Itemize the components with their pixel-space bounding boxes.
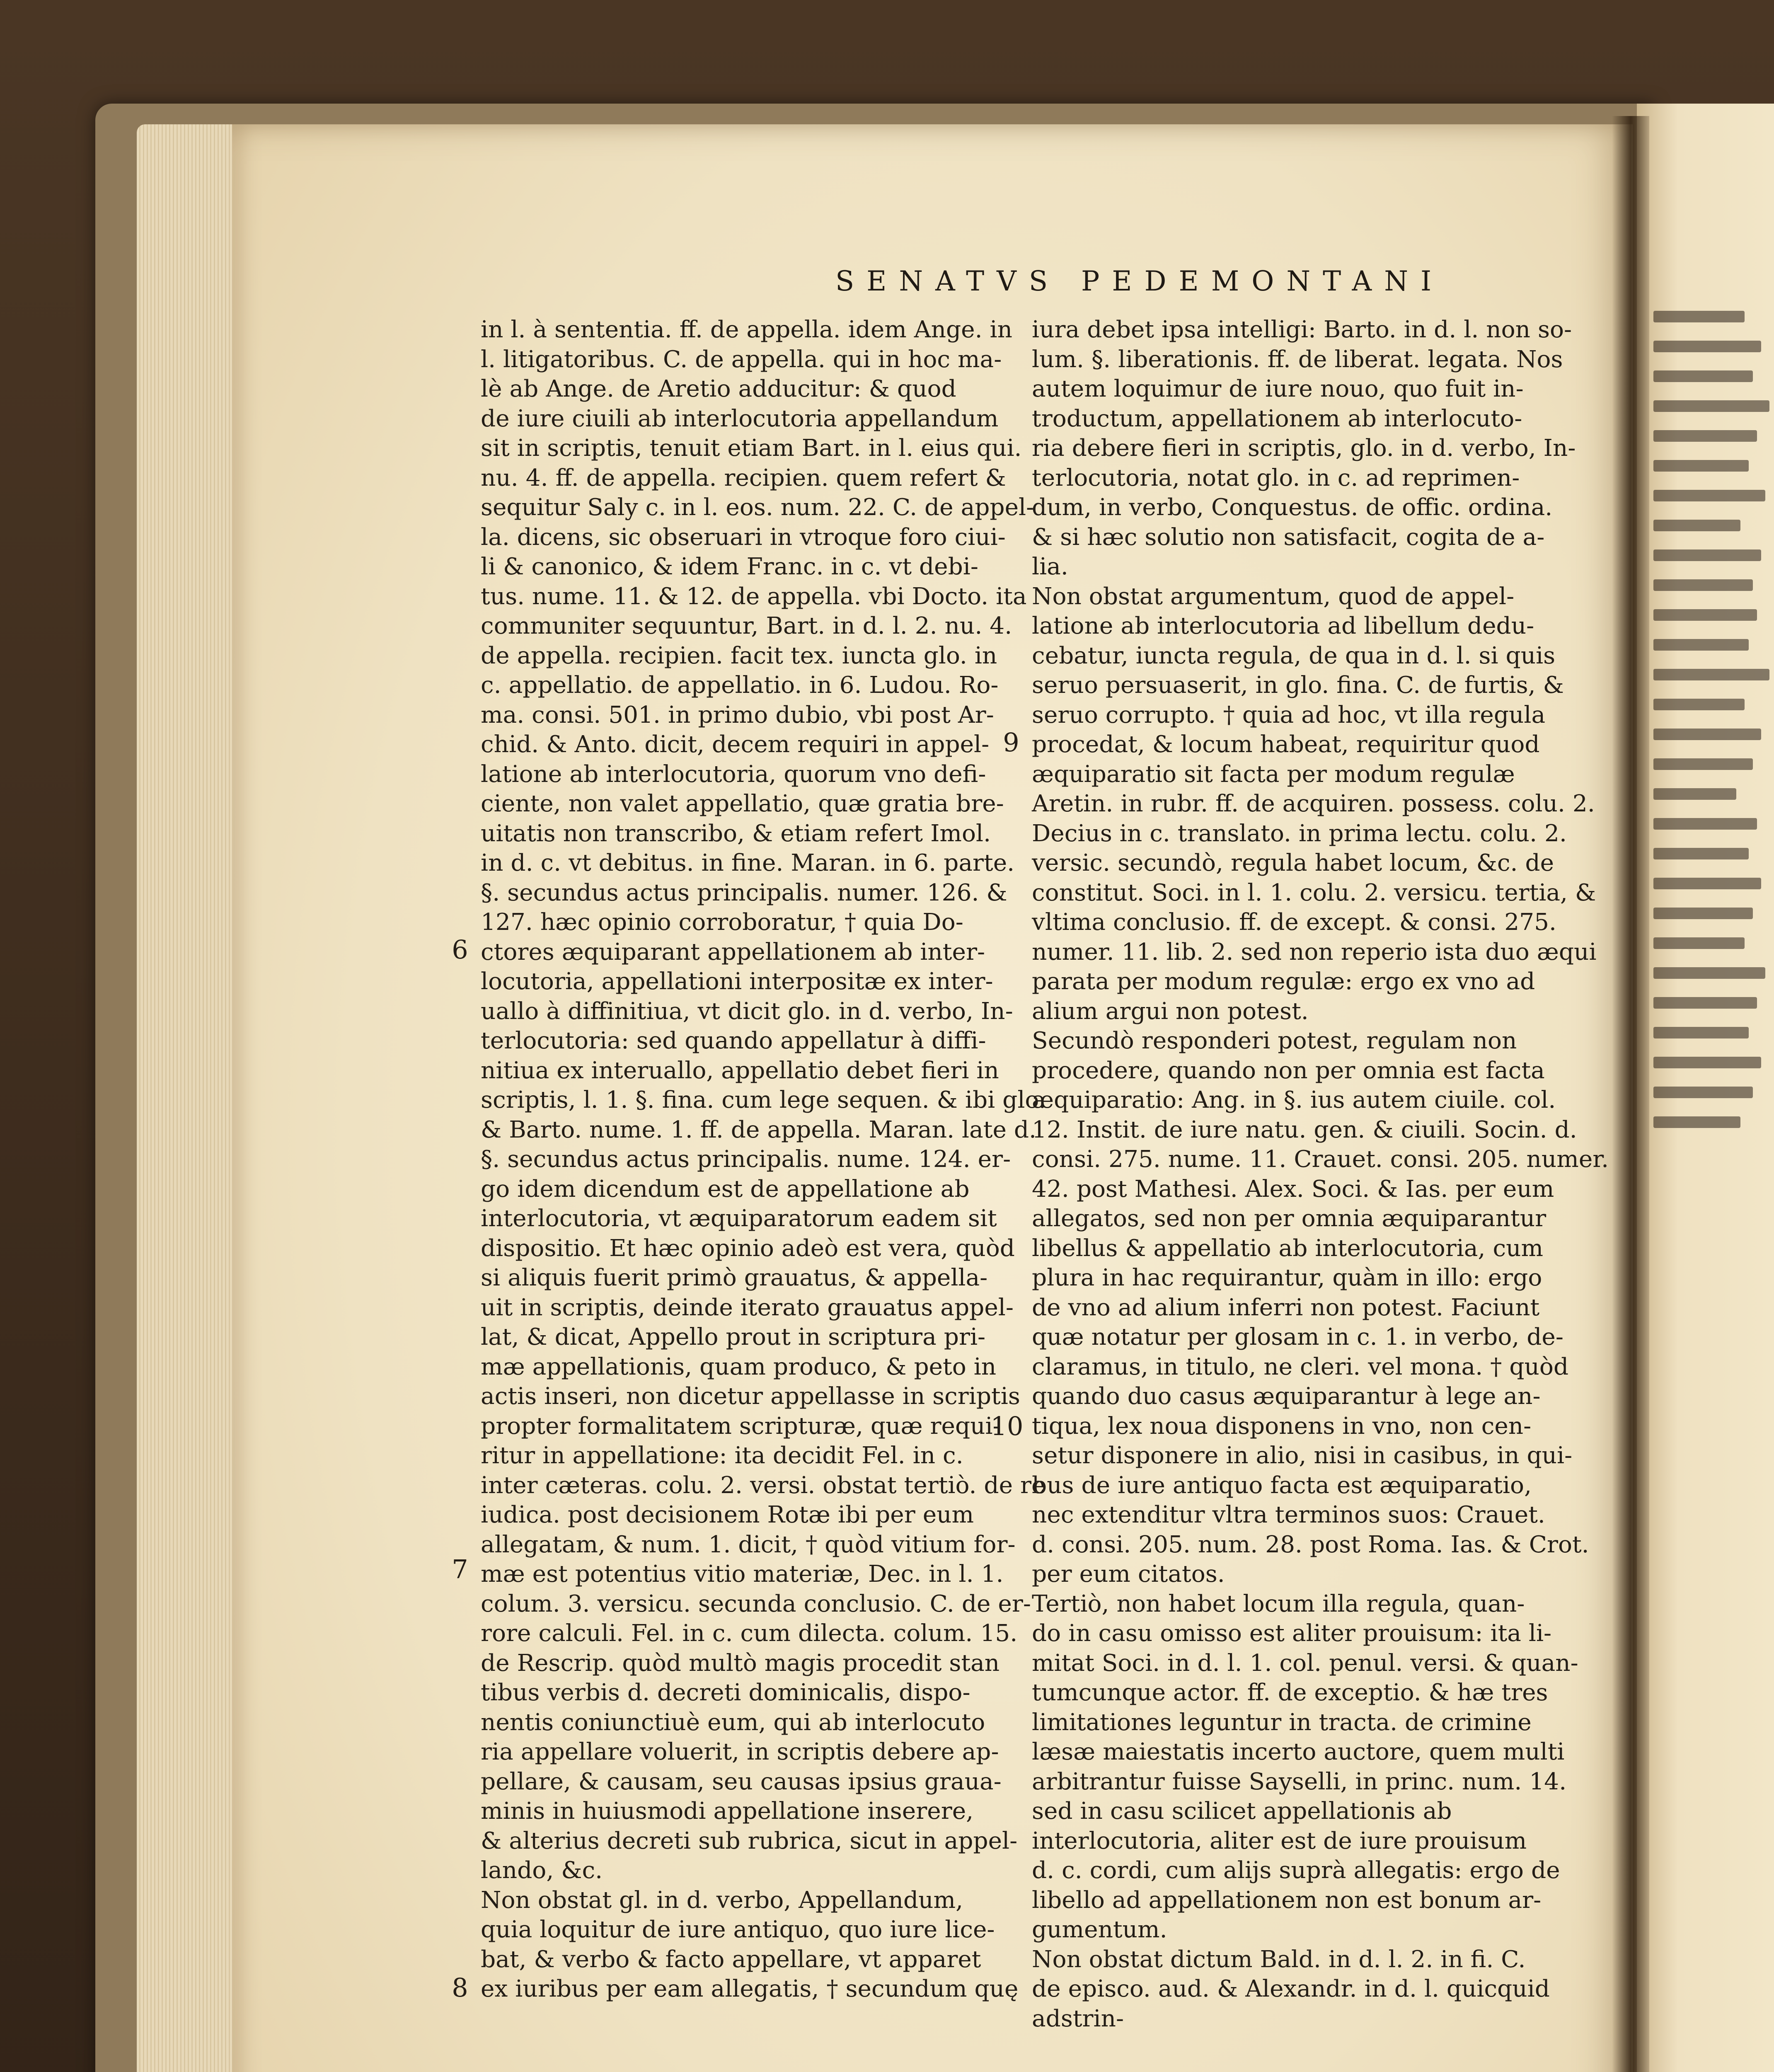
facing-page-text-stroke [1653, 1116, 1740, 1128]
text-line: setur disponere in alio, nisi in casibus, in qui- [1032, 1442, 1573, 1469]
text-line: iura debet ipsa intelligi: Barto. in d. l. non so- [1032, 316, 1572, 343]
text-line: numer. 11. lib. 2. sed non reperio ista duo æqui [1032, 938, 1597, 966]
text-line: nitiua ex interuallo, appellatio debet fieri in [481, 1057, 999, 1084]
margin-number-9: 9 [1003, 727, 1019, 758]
facing-page-text-stroke [1653, 1087, 1753, 1098]
facing-page-text-stroke [1653, 669, 1769, 680]
text-line: lè ab Ange. de Aretio adducitur: & quod [481, 375, 956, 402]
text-line: dum, in verbo, Conquestus. de offic. ordina. [1032, 494, 1553, 521]
text-line: scriptis, l. 1. §. fina. cum lege sequen. & ibi glo. [481, 1087, 1046, 1113]
facing-page-text-stroke [1653, 788, 1736, 800]
facing-page-text-stroke [1653, 699, 1745, 710]
text-line: tibus verbis d. decreti dominicalis, dispo- [481, 1679, 970, 1706]
facing-page-text-stroke [1653, 639, 1749, 651]
text-line: latione ab interlocutoria ad libellum dedu- [1032, 612, 1534, 639]
facing-page-text-stroke [1653, 400, 1769, 412]
text-line: autem loquimur de iure nouo, quo fuit in- [1032, 375, 1524, 402]
margin-number-6: 6 [452, 934, 468, 965]
text-line: de episco. aud. & Alexandr. in d. l. quicquid [1032, 1975, 1550, 2002]
facing-page-text-stroke [1653, 311, 1745, 322]
text-line: Decius in c. translato. in prima lectu. colu. 2. [1032, 820, 1567, 847]
text-line: parata per modum regulæ: ergo ex vno ad [1032, 968, 1535, 995]
text-line: ex iuribus per eam allegatis, † secundum quę [481, 1975, 1019, 2002]
facing-page-text-stroke [1653, 430, 1757, 442]
text-line: ria appellare voluerit, in scriptis debere ap- [481, 1738, 999, 1765]
text-line: cebatur, iuncta regula, de qua in d. l. si quis [1032, 642, 1556, 669]
text-line: adstrin- [1032, 2005, 1124, 2032]
facing-page-text-stroke [1653, 579, 1753, 591]
facing-page-text-stroke [1653, 460, 1749, 472]
facing-page-text-stroke [1653, 818, 1757, 830]
facing-page-text-stroke [1653, 341, 1761, 352]
text-line: Secundò responderi potest, regulam non [1032, 1027, 1517, 1054]
text-line: constitut. Soci. in l. 1. colu. 2. versicu. tertia, & [1032, 879, 1596, 906]
running-title: SENATVS PEDEMONTANI [835, 265, 1444, 297]
text-line: §. secundus actus principalis. numer. 126. & [481, 879, 1007, 906]
text-line: uallo à diffinitiua, vt dicit glo. in d. verbo, In- [481, 997, 1013, 1025]
text-line: d. c. cordi, cum alijs suprà allegatis: ergo de [1032, 1857, 1560, 1884]
text-line: versic. secundò, regula habet locum, &c. de [1032, 850, 1554, 876]
text-line: lat, & dicat, Appello prout in scriptura pri- [481, 1324, 986, 1351]
margin-number-10: 10 [990, 1411, 1024, 1441]
text-line: tumcunque actor. ff. de exceptio. & hæ tres [1032, 1679, 1548, 1706]
facing-page-text-stroke [1653, 370, 1753, 382]
text-line: 12. Instit. de iure natu. gen. & ciuili. Socin. d. [1032, 1116, 1577, 1143]
text-line: communiter sequuntur, Bart. in d. l. 2. nu. 4. [481, 612, 1012, 639]
text-line: libellus & appellatio ab interlocutoria, cum [1032, 1234, 1544, 1262]
text-line: §. secundus actus principalis. nume. 124. er- [481, 1146, 1011, 1173]
text-line: sit in scriptis, tenuit etiam Bart. in l. eius qui. [481, 435, 1022, 462]
text-line: de vno ad alium inferri non potest. Faciunt [1032, 1294, 1540, 1321]
text-line: si aliquis fuerit primò grauatus, & appella- [481, 1264, 988, 1291]
text-line: ma. consi. 501. in primo dubio, vbi post Ar- [481, 701, 994, 729]
text-line: la. dicens, sic obseruari in vtroque foro ciui- [481, 523, 1006, 551]
text-line: nu. 4. ff. de appella. recipien. quem refert & [481, 464, 1006, 491]
text-line: seruo persuaserit, in glo. fina. C. de furtis, & [1032, 672, 1564, 699]
facing-page-text-stroke [1653, 848, 1749, 859]
text-line: bus de iure antiquo facta est æquiparatio, [1032, 1472, 1532, 1499]
text-line: tus. nume. 11. & 12. de appella. vbi Docto. ita [481, 583, 1027, 610]
facing-page-text-stroke [1653, 729, 1761, 740]
text-line: ciente, non valet appellatio, quæ gratia bre- [481, 790, 1004, 817]
facing-page-text-stroke [1653, 967, 1765, 979]
text-line: interlocutoria, aliter est de iure prouisum [1032, 1827, 1527, 1854]
text-line: terlocutoria: sed quando appellatur à diffi- [481, 1027, 986, 1054]
text-line: in d. c. vt debitus. in fine. Maran. in 6. parte. [481, 850, 1015, 876]
text-line: iudica. post decisionem Rotæ ibi per eum [481, 1501, 974, 1528]
text-line: 127. hæc opinio corroboratur, † quia Do- [481, 909, 963, 936]
text-line: mæ appellationis, quam produco, & peto in [481, 1353, 997, 1380]
facing-page-text-stroke [1653, 758, 1753, 770]
text-line: 42. post Mathesi. Alex. Soci. & Ias. per eum [1032, 1175, 1554, 1203]
text-line: troductum, appellationem ab interlocuto- [1032, 405, 1522, 432]
text-line: seruo corrupto. † quia ad hoc, vt illa regula [1032, 701, 1546, 729]
text-line: locutoria, appellationi interpositæ ex inter- [481, 968, 993, 995]
text-line: interlocutoria, vt æquiparatorum eadem sit [481, 1205, 997, 1232]
text-line: Aretin. in rubr. ff. de acquiren. possess. colu. 2. [1032, 790, 1595, 817]
text-line: de Rescrip. quòd multò magis procedit stan [481, 1649, 1000, 1677]
text-line: uitatis non transcribo, & etiam refert Imol. [481, 820, 991, 847]
text-line: quæ notatur per glosam in c. 1. in verbo, de- [1032, 1324, 1563, 1351]
text-line: allegatam, & num. 1. dicit, † quòd vitium for- [481, 1531, 1016, 1558]
text-line: alium argui non potest. [1032, 997, 1309, 1025]
text-line: ria debere fieri in scriptis, glo. in d. verbo, In- [1032, 435, 1576, 462]
facing-page-text-stroke [1653, 549, 1761, 561]
text-line: & si hæc solutio non satisfacit, cogita de a- [1032, 523, 1545, 551]
text-line: propter formalitatem scripturæ, quæ requi- [481, 1412, 1001, 1440]
text-line: & alterius decreti sub rubrica, sicut in appel- [481, 1827, 1018, 1854]
text-line: procedat, & locum habeat, requiritur quod [1032, 731, 1540, 758]
text-line: do in casu omisso est aliter prouisum: ita li- [1032, 1620, 1552, 1647]
right-text-column [1032, 315, 1609, 2033]
text-line: Non obstat dictum Bald. in d. l. 2. in fi. C. [1032, 1946, 1526, 1973]
text-line: sequitur Saly c. in l. eos. num. 22. C. de appel- [481, 494, 1034, 521]
text-line: procedere, quando non per omnia est facta [1032, 1057, 1545, 1084]
text-line: c. appellatio. de appellatio. in 6. Ludou. Ro- [481, 672, 999, 699]
text-line: consi. 275. nume. 11. Crauet. consi. 205. numer. [1032, 1146, 1609, 1173]
text-line: uit in scriptis, deinde iterato grauatus appel- [481, 1294, 1014, 1321]
text-line: ctores æquiparant appellationem ab inter- [481, 938, 985, 966]
text-line: rore calculi. Fel. in c. cum dilecta. colum. 15. [481, 1620, 1018, 1647]
facing-page-text-stroke [1653, 937, 1745, 949]
text-line: nec extenditur vltra terminos suos: Crauet. [1032, 1501, 1545, 1528]
text-line: per eum citatos. [1032, 1561, 1225, 1588]
text-line: actis inseri, non dicetur appellasse in scriptis [481, 1383, 1020, 1410]
text-line: gumentum. [1032, 1916, 1167, 1943]
text-line: go idem dicendum est de appellatione ab [481, 1175, 970, 1203]
text-line: & Barto. nume. 1. ff. de appella. Maran. late d. [481, 1116, 1037, 1143]
text-line: plura in hac requirantur, quàm in illo: ergo [1032, 1264, 1542, 1291]
facing-page-text-stroke [1653, 997, 1757, 1009]
text-line: inter cæteras. colu. 2. versi. obstat tertiò. de re [481, 1472, 1046, 1499]
facing-page-text-stroke [1653, 609, 1757, 621]
facing-page-text-stroke [1653, 908, 1753, 919]
book-gutter [1612, 116, 1649, 2072]
margin-number-8: 8 [452, 1973, 468, 2003]
text-line: claramus, in titulo, ne cleri. vel mona. † quòd [1032, 1353, 1569, 1380]
text-line: lia. [1032, 553, 1068, 580]
text-line: lum. §. liberationis. ff. de liberat. legata. Nos [1032, 346, 1563, 373]
text-line: Non obstat argumentum, quod de appel- [1032, 583, 1515, 610]
text-line: mitat Soci. in d. l. 1. col. penul. versi. & quan- [1032, 1649, 1578, 1677]
text-line: mæ est potentius vitio materiæ, Dec. in l. 1. [481, 1561, 1004, 1588]
text-line: sed in casu scilicet appellationis ab [1032, 1798, 1452, 1825]
text-line: li & canonico, & idem Franc. in c. vt debi- [481, 553, 978, 580]
text-line: quando duo casus æquiparantur à lege an- [1032, 1383, 1541, 1410]
text-line: in l. à sententia. ff. de appella. idem Ange. in [481, 316, 1012, 343]
text-line: libello ad appellationem non est bonum ar- [1032, 1886, 1542, 1914]
text-line: nentis coniunctiuè eum, qui ab interlocuto [481, 1709, 985, 1736]
text-line: arbitrantur fuisse Sayselli, in princ. num. 14. [1032, 1768, 1567, 1795]
text-line: Non obstat gl. in d. verbo, Appellandum, [481, 1886, 963, 1914]
text-line: chid. & Anto. dicit, decem requiri in appel- [481, 731, 990, 758]
text-line: æquiparatio sit facta per modum regulæ [1032, 760, 1515, 788]
facing-page-fragment [1637, 104, 1774, 2072]
text-line: læsæ maiestatis incerto auctore, quem multi [1032, 1738, 1565, 1765]
text-line: latione ab interlocutoria, quorum vno defi- [481, 760, 986, 788]
text-line: de appella. recipien. facit tex. iuncta glo. in [481, 642, 997, 669]
text-line: terlocutoria, notat glo. in c. ad reprimen- [1032, 464, 1520, 491]
text-line: ritur in appellatione: ita decidit Fel. in c. [481, 1442, 963, 1469]
facing-page-text-stroke [1653, 490, 1765, 501]
text-line: limitationes leguntur in tracta. de crimine [1032, 1709, 1532, 1736]
margin-number-7: 7 [452, 1554, 468, 1584]
text-line: allegatos, sed non per omnia æquiparantur [1032, 1205, 1547, 1232]
facing-page-text-stroke [1653, 520, 1740, 531]
text-line: quia loquitur de iure antiquo, quo iure lice- [481, 1916, 995, 1943]
text-line: bat, & verbo & facto appellare, vt apparet [481, 1946, 981, 1973]
text-line: vltima conclusio. ff. de except. & consi. 275. [1032, 909, 1557, 936]
text-line: Tertiò, non habet locum illa regula, quan- [1032, 1590, 1525, 1617]
text-line: tiqua, lex noua disponens in vno, non cen- [1032, 1412, 1532, 1440]
text-line: de iure ciuili ab interlocutoria appellandum [481, 405, 999, 432]
facing-page-text-stroke [1653, 1057, 1761, 1068]
text-line: colum. 3. versicu. secunda conclusio. C. de er- [481, 1590, 1031, 1617]
text-line: pellare, & causam, seu causas ipsius graua- [481, 1768, 1002, 1795]
text-line: minis in huiusmodi appellatione inserere, [481, 1798, 974, 1825]
text-line: lando, &c. [481, 1857, 603, 1884]
facing-page-text-stroke [1653, 1027, 1749, 1038]
text-line: dispositio. Et hæc opinio adeò est vera, quòd [481, 1234, 1015, 1262]
text-line: d. consi. 205. num. 28. post Roma. Ias. & Crot. [1032, 1531, 1589, 1558]
text-line: l. litigatoribus. C. de appella. qui in hoc ma- [481, 346, 1002, 373]
facing-page-text-stroke [1653, 878, 1761, 889]
text-line: æquiparatio: Ang. in §. ius autem ciuile. col. [1032, 1087, 1556, 1113]
